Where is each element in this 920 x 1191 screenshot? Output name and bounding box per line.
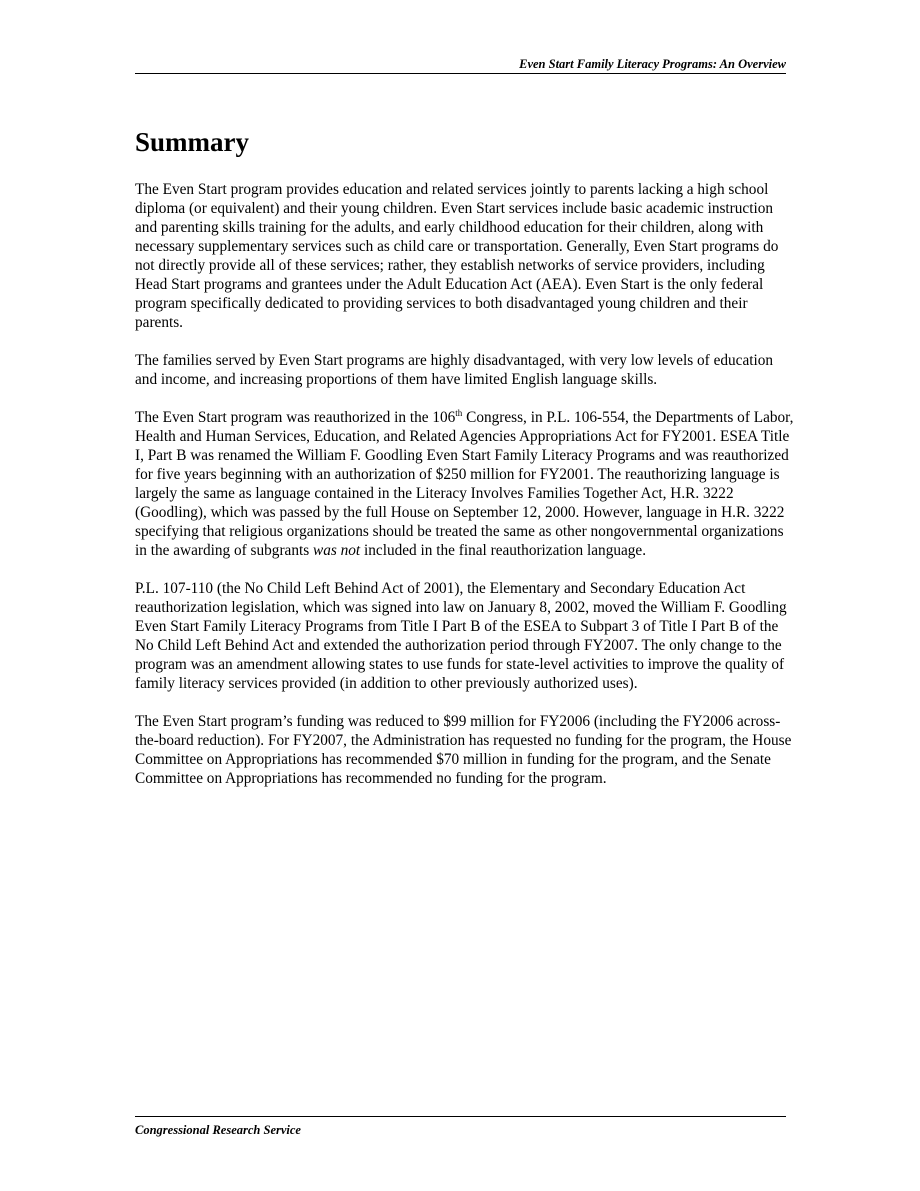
reauth-text-end: included in the final reauthorization language. xyxy=(360,542,647,559)
paragraph-overview: The Even Start program provides education and related services jointly to parents lacking a high school diploma (or equivalent) and their young children. Even Start services include basic academic instruction and parenting skills training for the adults, and early childhood education for their children, along with necessary supplementary services such as child care or transportation. Generally, Even Start programs do not directly provide all of these services; rather, they establish networks of service providers, including Head Start programs and grantees under the Adult Education Act (AEA). Even Start is the only federal program specifically dedicated to providing services to both disadvantaged young children and their parents. xyxy=(135,181,779,331)
section-title: Summary xyxy=(135,127,249,157)
running-header xyxy=(135,56,786,74)
paragraph-nclb: P.L. 107-110 (the No Child Left Behind Act of 2001), the Elementary and Secondary Education Act reauthorization legislation, which was signed into law on January 8, 2002, moved the William F. Goodling Even Start Family Literacy Programs from Title I Part B of the ESEA to Subpart 3 of Title I Part B of the No Child Left Behind Act and extended the authorization period through FY2007. The only change to the program was an amendment allowing states to use funds for state-level activities to improve the quality of family literacy services provided (in addition to other previously authorized uses). xyxy=(135,580,787,692)
running-footer xyxy=(135,1116,786,1138)
ordinal-suffix: th xyxy=(455,407,463,418)
emphasis-was-not: was not xyxy=(313,542,361,559)
document-body xyxy=(135,124,795,807)
reauth-text-middle: Congress, in P.L. 106-554, the Departments of Labor, Health and Human Services, Education, and Related Agencies Appropriations Act for FY2001. ESEA Title I, Part B was renamed the William F. Goodling Even Start Family Literacy Programs and was reauthorized for five years beginning with an authorization of $250 million for FY2001. The reauthorizing language is largely the same as language contained in the Literacy Involves Families Together Act, H.R. 3222 (Goodling), which was passed by the full House on September 12, 2000. However, language in H.R. 3222 specifying that religious organizations should be treated the same as other nongovernmental organizations in the awarding of subgrants xyxy=(135,409,794,559)
paragraph-families: The families served by Even Start programs are highly disadvantaged, with very low levels of education and income, and increasing proportions of them have limited English language skills. xyxy=(135,352,774,388)
reauth-text-start: The Even Start program was reauthorized in the 106 xyxy=(135,409,456,426)
running-header-title: Even Start Family Literacy Programs: An Overview xyxy=(519,57,786,71)
paragraph-funding: The Even Start program’s funding was reduced to $99 million for FY2006 (including the FY2006 across-the-board reduction). For FY2007, the Administration has requested no funding for the program, the House Committee on Appropriations has recommended $70 million in funding for the program, and the Senate Committee on Appropriations has recommended no funding for the program. xyxy=(135,713,792,787)
paragraph-reauthorization xyxy=(135,408,795,560)
footer-organization: Congressional Research Service xyxy=(135,1123,301,1137)
